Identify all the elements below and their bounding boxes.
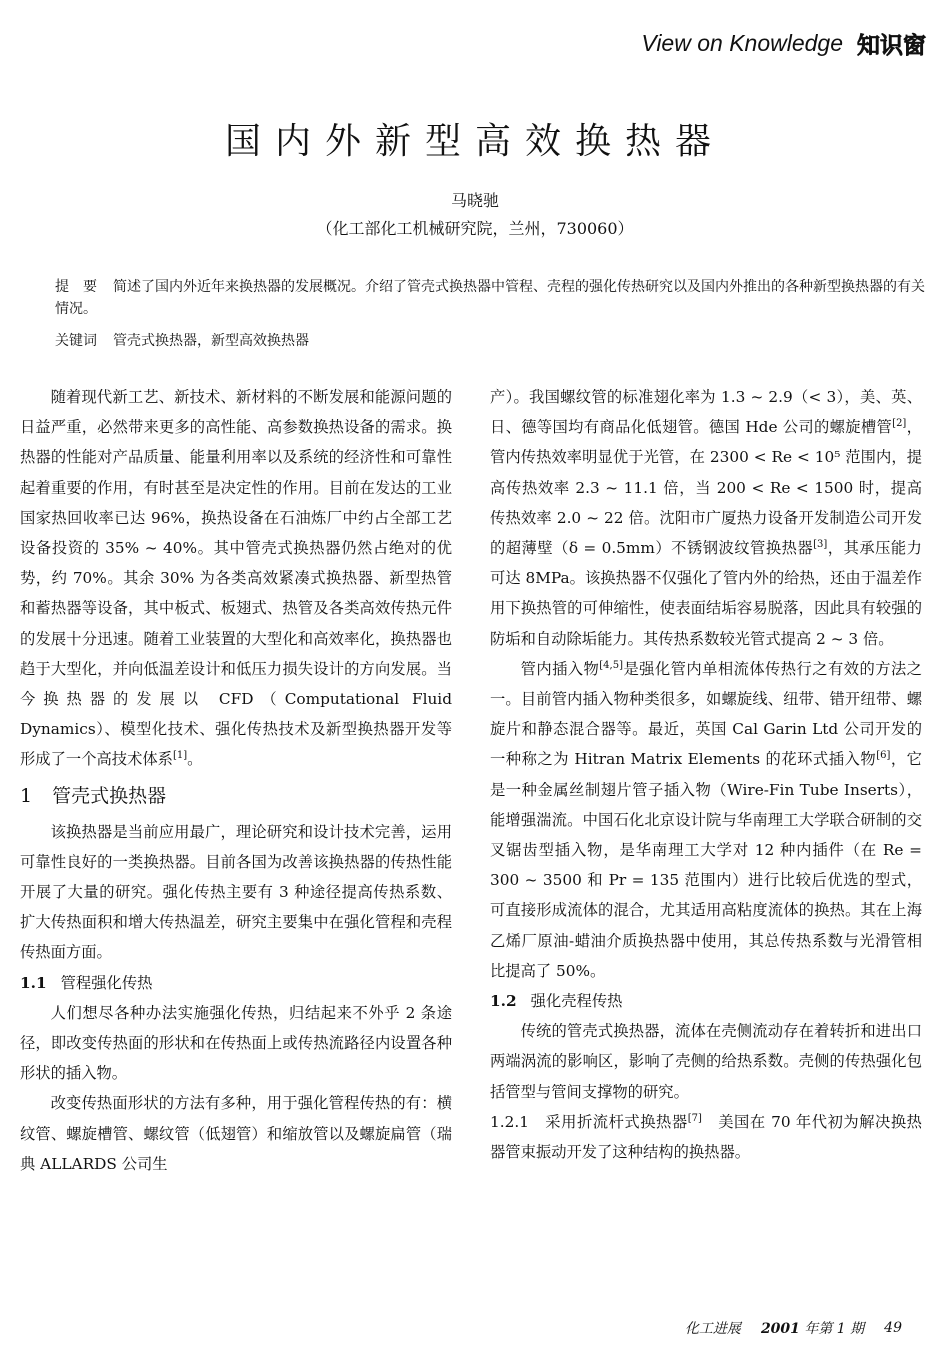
running-header: [641, 28, 926, 58]
author-name: 马晓驰: [450, 191, 499, 210]
intro-paragraph: [20, 382, 452, 775]
section-title: 强化壳程传热: [530, 992, 623, 1011]
journal-name: 化工进展: [684, 1321, 741, 1337]
paragraph-text: ，它是一种金属丝制翅片管子插入物（Wire-Fin Tube Inserts），能增强湍流。中国石化北京设计院与华南理工大学联合研制的交叉锯齿型插入物，是华南理工大学对 12 种内插件（在 Re = 300 ~ 3500 和 Pr = 135 范围内）进行比较后优选的型式，可直接形成流体的混合，尤其适用高粘度流体的换热。其在上海乙烯厂原油-蜡油介质换热器中使用，其总传热系数与光滑管相比提高了 50%。: [490, 750, 922, 980]
section-title: 管程强化传热: [60, 973, 153, 992]
issue: 年第 1 期: [804, 1321, 865, 1337]
issue-info: [761, 1318, 864, 1338]
year: 2001: [760, 1321, 800, 1337]
abstract-text: 简述了国内外近年来换热器的发展概况。介绍了管壳式换热器中管程、壳程的强化传热研究以及国内外推出的各种新型换热器的有关情况。: [55, 279, 925, 317]
subsection-title: 采用折流杆式换热器: [545, 1112, 688, 1131]
section-1-1-heading: [20, 968, 452, 998]
keywords-label: 关键词: [55, 333, 97, 349]
right-column: [490, 382, 922, 1167]
section-title: 管壳式换热器: [52, 784, 167, 807]
citation-ref: [6]: [876, 750, 891, 762]
section-1-1-paragraph-1: 人们想尽各种办法实施强化传热，归结起来不外乎 2 条途径，即改变传热面的形状和在传热面上或传热流路径内设置各种形状的插入物。: [20, 1003, 452, 1083]
section-1-2-heading: [490, 986, 922, 1016]
paragraph-text: 是强化管内单相流体传热行之有效的方法之一。目前管内插入物种类很多，如螺旋线、纽带、错开纽带、螺旋片和静态混合器等。最近，英国 Cal Garin Ltd 公司开发的一种称之为 Hitran Matrix Elements 的花环式插入物: [490, 659, 922, 769]
citation-ref: [2]: [892, 418, 907, 430]
paragraph-text: 管内插入物: [520, 659, 600, 678]
citation-ref: [7]: [687, 1112, 702, 1124]
paragraph-text: 产）。我国螺纹管的标准翅化率为 1.3 ~ 2.9（< 3），美、英、日、德等国均有商品化低翅管。德国 Hde 公司的螺旋槽管: [490, 388, 922, 437]
article-title: 国内外新型高效换热器: [224, 121, 725, 162]
header-chinese: 知识窗: [857, 32, 926, 59]
section-1-1-paragraph-2: 改变传热面形状的方法有多种，用于强化管程传热的有：横纹管、螺旋槽管、螺纹管（低翅管）和缩放管以及螺旋扁管（瑞典 ALLARDS 公司生: [20, 1094, 452, 1173]
citation-ref: [4,5]: [599, 659, 623, 671]
header-english: View on Knowledge: [641, 29, 843, 56]
section-1-paragraph: 该换热器是当前应用最广，理论研究和设计技术完善，运用可靠性良好的一类换热器。目前各国为改善该换热器的传热性能开展了大量的研究。强化传热主要有 3 种途径提高传热系数、扩大传热面积和增大传热温差，研究主要集中在强化管程和壳程传热面方面。: [20, 822, 452, 962]
subsection-text: 美国在 70 年代初为解决换热器管束振动开发了这种结构的换热器。: [490, 1112, 922, 1162]
subsection-number: 1.2.1: [490, 1112, 529, 1131]
section-number: 1.2: [490, 992, 517, 1011]
paragraph-text: ，其承压能力可达 8MPa。该换热器不仅强化了管内外的给热，还由于温差作用下换热管的可伸缩性，使表面结垢容易脱落，因此具有较强的防垢和自动除垢能力。其传热系数较光管式提高 2 ~ 3 倍。: [490, 539, 922, 648]
section-1-2-paragraph: 传统的管壳式换热器，流体在壳侧流动存在着转折和进出口两端涡流的影响区，影响了壳侧的给热系数。壳侧的传热强化包括管型与管间支撑物的研究。: [490, 1022, 922, 1101]
intro-text: 随着现代新工艺、新技术、新材料的不断发展和能源问题的日益严重，必然带来更多的高性能、高参数换热设备的需求。换热器的性能对产品质量、能量利用率以及系统的经济性和可靠性起着重要的作用，有时甚至是决定性的作用。目前在发达的工业国家热回收率已达 96%，换热设备在石油炼厂中约占全部工艺设备投资的 35% ~ 40%。其中管壳式换热器仍然占绝对的优势，约 70%。其余 30% 为各类高效紧凑式换热器、新型热管和蓄热器等设备，其中板式、板翅式、热管及各类高效传热元件的发展十分迅速。随着工业装置的大型化和高效率化，换热器也趋于大型化，并向低温差设计和低压力损失设计的方向发展。当今换热器的发展以 CFD（Computational Fluid Dynamics）、模型化技术、强化传热技术及新型换热器开发等形成了一个高技术体系: [20, 388, 452, 769]
section-number: 1.1: [20, 973, 47, 992]
section-1-heading: [20, 781, 452, 811]
keywords: [55, 330, 925, 352]
page-footer: [685, 1318, 902, 1338]
author-affiliation: （化工部化工机械研究院，兰州，730060）: [316, 219, 634, 238]
intro-end: 。: [187, 750, 203, 769]
left-column: [20, 382, 452, 1179]
abstract-label: 提 要: [55, 279, 97, 295]
abstract: [55, 276, 925, 320]
continued-paragraph: [490, 382, 922, 654]
inserts-paragraph: [490, 654, 922, 986]
section-1-2-1-paragraph: [490, 1107, 922, 1167]
page-number: 49: [884, 1320, 902, 1336]
citation-ref: [3]: [813, 538, 828, 550]
section-number: 1: [20, 784, 33, 807]
keywords-text: 管壳式换热器，新型高效换热器: [113, 333, 309, 349]
paragraph-text: ，管内传热效率明显优于光管，在 2300 < Re < 10⁵ 范围内，提高传热效率 2.3 ~ 11.1 倍，当 200 < Re < 1500 时，提高传热效率 2.0 ~ 22 倍。沈阳市广厦热力设备开发制造公司开发的超薄壁（δ = 0.5mm）不锈钢波纹管换热器: [490, 418, 922, 558]
citation-ref: [1]: [172, 750, 188, 762]
